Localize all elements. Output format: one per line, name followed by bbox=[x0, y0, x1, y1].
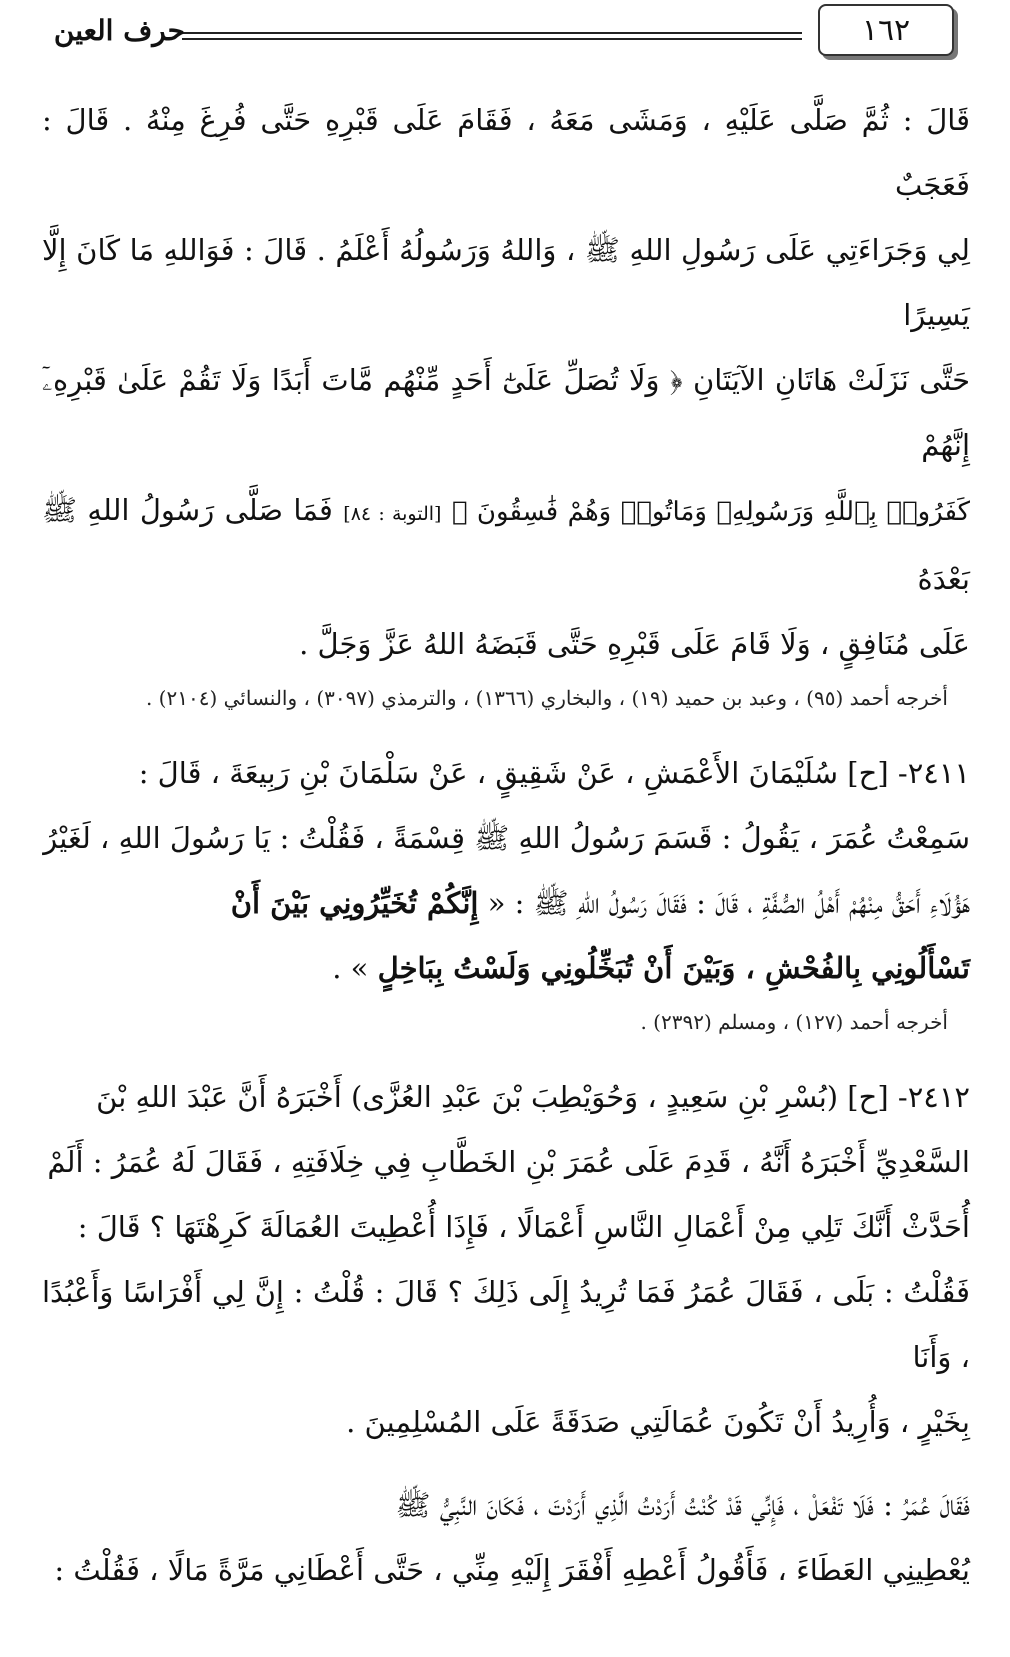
paragraph-gap bbox=[42, 1455, 970, 1473]
page-body bbox=[42, 88, 970, 1603]
text-line: فَقَالَ عُمَرُ : فَلَا تَفْعَلْ ، فَإِنِّي قَدْ كُنْتُ أَرَدْتُ الَّذِي أَرَدْتَ ، فَكَانَ النَّبِيُّ ﷺ bbox=[395, 1488, 970, 1522]
text-line: عَلَى مُنَافِقٍ ، وَلَا قَامَ عَلَى قَبْرِهِ حَتَّى قَبَضَهُ اللهُ عَزَّ وَجَلَّ . bbox=[299, 627, 970, 661]
page-number: ١٦٢ bbox=[861, 12, 911, 48]
hadith-2412 bbox=[42, 1065, 970, 1455]
sura-reference: [التوبة : ٨٤] bbox=[343, 503, 442, 525]
prophetic-saying: إِنَّكُمْ تُخَيِّرُونِي بَيْنَ أَنْ bbox=[230, 886, 479, 920]
text-line: فَقُلْتُ : بَلَى ، فَقَالَ عُمَرُ فَمَا تُرِيدُ إِلَى ذَلِكَ ؟ قَالَ : قُلْتُ : إِنَّ لِي أَفْرَاسًا وَأَعْبُدًا ، وَأَنَا bbox=[42, 1275, 970, 1374]
page-number-box bbox=[818, 4, 954, 56]
chapter-title: حرف العين bbox=[53, 14, 185, 47]
text-line: لِي وَجَرَاءَتِي عَلَى رَسُولِ اللهِ ﷺ ، وَاللهُ وَرَسُولُهُ أَعْلَمُ . قَالَ : فَوَاللهِ مَا كَانَ إِلَّا يَسِيرًا bbox=[42, 233, 970, 332]
text-line: حَتَّى نَزَلَتْ هَاتَانِ الآيَتَانِ ﴿ وَلَا تُصَلِّ عَلَىٰٓ أَحَدٍ مِّنْهُم مَّاتَ أَبَدًا وَلَا تَقُمْ عَلَىٰ قَبْرِهِۦٓ إِنَّهُمْ bbox=[42, 363, 970, 462]
page-header bbox=[0, 0, 1010, 70]
text-line bbox=[42, 1065, 970, 1130]
hadith-number: ٢٤١٢- bbox=[897, 1080, 970, 1114]
text-line bbox=[42, 871, 970, 936]
header-rule-top bbox=[182, 32, 802, 34]
text-segment: » . bbox=[332, 951, 369, 985]
header-rule-bottom bbox=[182, 38, 802, 40]
takhrij-reference: أخرجه أحمد (١٢٧) ، ومسلم (٢٣٩٢) . bbox=[640, 1010, 948, 1034]
text-line: بِخَيْرٍ ، وَأُرِيدُ أَنْ تَكُونَ عُمَالَتِي صَدَقَةً عَلَى المُسْلِمِينَ . bbox=[346, 1405, 970, 1439]
quran-verse: كَفَرُوا۟ بِٱللَّهِ وَرَسُولِهِۦ وَمَاتُوا۟ وَهُمْ فَٰسِقُونَ ﴾ bbox=[451, 497, 971, 527]
text-segment: [ح] (بُسْرِ بْنِ سَعِيدٍ ، وَحُوَيْطِبَ بْنَ عَبْدِ العُزَّى) أَخْبَرَهُ أَنَّ عَبْدَ اللهِ بْنَ bbox=[96, 1080, 889, 1114]
text-line: السَّعْدِيِّ أَخْبَرَهُ أَنَّهُ ، قَدِمَ عَلَى عُمَرَ بْنِ الخَطَّابِ فِي خِلَافَتِهِ ، فَقَالَ لَهُ عُمَرُ : أَلَمْ bbox=[47, 1145, 970, 1179]
text-line: أُحَدَّثْ أَنَّكَ تَلِي مِنْ أَعْمَالِ النَّاسِ أَعْمَالًا ، فَإِذَا أُعْطِيتَ العُمَالَةَ كَرِهْتَهَا ؟ قَالَ : bbox=[77, 1210, 970, 1244]
text-line: سَمِعْتُ عُمَرَ ، يَقُولُ : قَسَمَ رَسُولُ اللهِ ﷺ قِسْمَةً ، فَقُلْتُ : يَا رَسُولَ اللهِ ، لَغَيْرُ bbox=[43, 821, 970, 855]
takhrij-reference: أخرجه أحمد (٩٥) ، وعبد بن حميد (١٩) ، والبخاري (١٣٦٦) ، والترمذي (٣٠٩٧) ، والنسائي (٢١٠٤) . bbox=[145, 686, 948, 710]
hadith-2411 bbox=[42, 741, 970, 1039]
text-line bbox=[42, 741, 970, 806]
text-segment: [ح] سُلَيْمَانَ الأَعْمَشِ ، عَنْ شَقِيقٍ ، عَنْ سَلْمَانَ بْنِ رَبِيعَةَ ، قَالَ : bbox=[138, 756, 889, 790]
text-line bbox=[42, 478, 970, 612]
text-segment: هَؤُلَاءِ أَحَقُّ مِنْهُمْ أَهْلُ الصُّفَّةِ ، قَالَ : فَقَالَ رَسُولُ اللهِ ﷺ : « bbox=[487, 886, 970, 920]
text-line: يُعْطِينِي العَطَاءَ ، فَأَقُولُ أَعْطِهِ أَفْقَرَ إِلَيْهِ مِنِّي ، حَتَّى أَعْطَانِي مَرَّةً مَالًا ، فَقُلْتُ : bbox=[54, 1553, 970, 1587]
block-omar-reply bbox=[42, 1473, 970, 1603]
text-segment: فَمَا صَلَّى رَسُولُ اللهِ ﷺ بَعْدَهُ bbox=[42, 493, 970, 596]
prophetic-saying: تَسْأَلُونِي بِالفُحْشِ ، وَبَيْنَ أَنْ تُبَخِّلُونِي وَلَسْتُ بِبَاخِلٍ bbox=[377, 951, 970, 985]
text-line bbox=[42, 936, 970, 1001]
text-line: قَالَ : ثُمَّ صَلَّى عَلَيْهِ ، وَمَشَى مَعَهُ ، فَقَامَ عَلَى قَبْرِهِ حَتَّى فُرِغَ مِنْهُ . قَالَ : فَعَجَبٌ bbox=[42, 103, 970, 202]
hadith-number: ٢٤١١- bbox=[897, 756, 970, 790]
block-continuation bbox=[42, 88, 970, 715]
